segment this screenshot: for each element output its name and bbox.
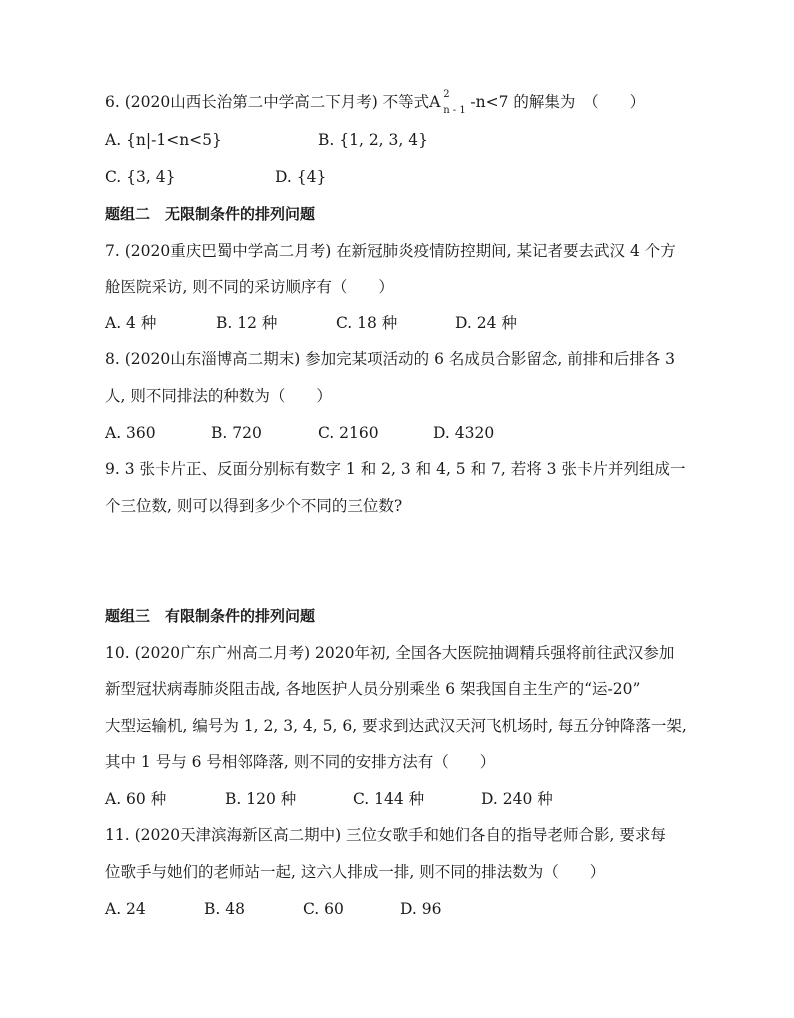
q11-option-a: A. 24 (105, 900, 146, 918)
q9-line2: 个三位数, 则可以得到多少个不同的三位数? (105, 497, 403, 515)
q6-prefix: 6. (2020山西长治第二中学高二下月考) 不等式 (105, 93, 430, 111)
q8-line2: 人, 则不同排法的种数为（ ） (105, 387, 332, 405)
q10-option-a: A. 60 种 (105, 790, 167, 808)
q7-option-c: C. 18 种 (336, 314, 398, 332)
q8-option-b: B. 720 (211, 424, 262, 442)
q7-option-d: D. 24 种 (455, 314, 517, 332)
q6-stem (105, 89, 646, 116)
q7-option-a: A. 4 种 (105, 314, 157, 332)
q7-option-b: B. 12 种 (216, 314, 278, 332)
q8-option-d: D. 4320 (433, 424, 495, 442)
q10-option-b: B. 120 种 (225, 790, 297, 808)
q10-line2: 新型冠状病毒肺炎阻击战, 各地医护人员分别乘坐 6 架我国自主生产的“运-20” (105, 680, 641, 698)
q11-option-d: D. 96 (400, 900, 442, 918)
q8-option-a: A. 360 (105, 424, 156, 442)
q11-option-c: C. 60 (303, 900, 344, 918)
q6-option-d: D. {4} (275, 168, 327, 186)
group3-heading: 题组三 有限制条件的排列问题 (105, 607, 316, 625)
group2-heading: 题组二 无限制条件的排列问题 (105, 205, 316, 223)
q10-option-d: D. 240 种 (481, 790, 553, 808)
q9-line1: 9. 3 张卡片正、反面分别标有数字 1 和 2, 3 和 4, 5 和 7, 若将 3 张卡片并列组成一 (105, 460, 686, 478)
q8-line1: 8. (2020山东淄博高二期末) 参加完某项活动的 6 名成员合影留念, 前排和后排各 3 (105, 350, 676, 368)
q10-line4: 其中 1 号与 6 号相邻降落, 则不同的安排方法有（ ） (105, 753, 496, 771)
q11-line2: 位歌手与她们的老师站一起, 这六人排成一排, 则不同的排法数为（ ） (105, 863, 606, 881)
q6-option-a: A. {n|-1<n<5} (105, 131, 222, 149)
q11-option-b: B. 48 (204, 900, 245, 918)
q6-option-c: C. {3, 4} (105, 168, 176, 186)
q7-line2: 舱医院采访, 则不同的采访顺序有（ ） (105, 278, 394, 296)
q10-line3: 大型运输机, 编号为 1, 2, 3, 4, 5, 6, 要求到达武汉天河飞机场时, 每五分钟降落一架, (105, 717, 687, 735)
q7-line1: 7. (2020重庆巴蜀中学高二月考) 在新冠肺炎疫情防控期间, 某记者要去武汉 4 个方 (105, 242, 676, 260)
q6-option-b: B. {1, 2, 3, 4} (318, 131, 428, 149)
q11-line1: 11. (2020天津滨海新区高二期中) 三位女歌手和她们各自的指导老师合影, 要求每 (105, 826, 666, 844)
q10-line1: 10. (2020广东广州高二月考) 2020年初, 全国各大医院抽调精兵强将前往武汉参加 (105, 644, 675, 662)
q8-option-c: C. 2160 (318, 424, 379, 442)
q10-option-c: C. 144 种 (353, 790, 425, 808)
permutation-symbol: A 2 n - 1 (429, 89, 466, 116)
q6-suffix: -n<7 的解集为 （ ） (470, 93, 646, 111)
